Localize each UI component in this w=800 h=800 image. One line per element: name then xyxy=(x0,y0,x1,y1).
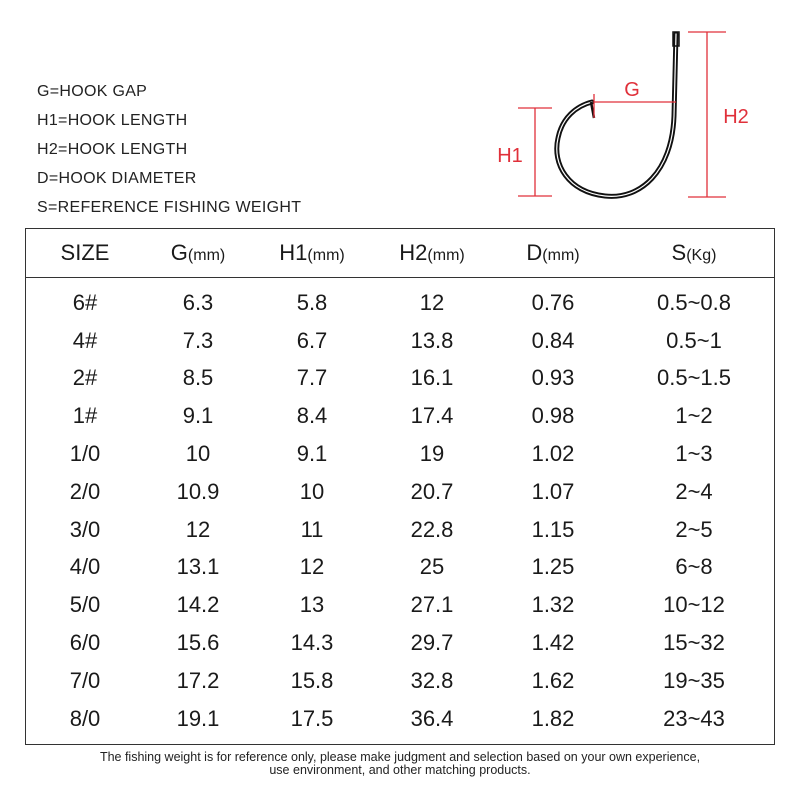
footnote-line-1: The fishing weight is for reference only, please make judgment and selection based on your own experience, xyxy=(99,750,701,764)
table-row xyxy=(26,360,774,398)
cell-d: 0.84 xyxy=(531,327,575,353)
table-row xyxy=(26,322,774,360)
cell-h1: 7.7 xyxy=(296,365,328,391)
cell-h1: 14.3 xyxy=(290,630,334,656)
cell-h2: 13.8 xyxy=(410,327,454,353)
cell-h2: 20.7 xyxy=(410,478,454,504)
header-size xyxy=(26,240,144,266)
cell-s: 19~35 xyxy=(663,667,725,693)
cell-size: 6/0 xyxy=(69,630,101,656)
header-g xyxy=(144,240,252,266)
cell-size: 8/0 xyxy=(69,705,101,731)
cell-s: 0.5~0.8 xyxy=(656,289,731,315)
table-row xyxy=(26,549,774,587)
table-row xyxy=(26,624,774,662)
cell-h2: 36.4 xyxy=(410,705,454,731)
dimension-h2 xyxy=(688,32,749,197)
cell-d: 1.07 xyxy=(531,478,575,504)
cell-size: 1/0 xyxy=(69,441,101,467)
disclaimer-footnote xyxy=(20,751,780,777)
table-body xyxy=(26,278,774,738)
cell-g: 13.1 xyxy=(176,554,220,580)
cell-s: 2~5 xyxy=(675,516,713,542)
header-h1 xyxy=(252,240,372,266)
table-row xyxy=(26,284,774,322)
cell-size: 2/0 xyxy=(69,478,101,504)
header-d xyxy=(492,240,614,266)
cell-d: 1.82 xyxy=(531,705,575,731)
header-h1-unit: (mm) xyxy=(307,247,345,264)
cell-s: 0.5~1.5 xyxy=(656,365,731,391)
cell-h1: 10 xyxy=(299,478,325,504)
header-g-label: G xyxy=(170,240,188,265)
legend-item-h1: H1=HOOK LENGTH xyxy=(37,112,188,129)
table-row xyxy=(26,700,774,738)
cell-s: 10~12 xyxy=(663,592,725,618)
table-row xyxy=(26,473,774,511)
cell-size: 3/0 xyxy=(69,516,101,542)
legend xyxy=(37,82,301,227)
cell-h1: 9.1 xyxy=(296,441,328,467)
cell-s: 2~4 xyxy=(675,478,713,504)
cell-g: 10.9 xyxy=(176,478,220,504)
header-h2-label: H2 xyxy=(399,240,428,265)
header-h1-label: H1 xyxy=(279,240,308,265)
header-d-unit: (mm) xyxy=(542,247,580,264)
cell-h1: 6.7 xyxy=(296,327,328,353)
cell-size: 5/0 xyxy=(69,592,101,618)
legend-item-s: S=REFERENCE FISHING WEIGHT xyxy=(37,199,302,216)
cell-h1: 15.8 xyxy=(290,667,334,693)
cell-d: 1.25 xyxy=(531,554,575,580)
header-d-label: D xyxy=(526,240,543,265)
cell-h1: 5.8 xyxy=(296,289,328,315)
dimension-g xyxy=(594,79,676,118)
cell-h1: 8.4 xyxy=(296,403,328,429)
cell-d: 1.02 xyxy=(531,441,575,467)
cell-d: 1.42 xyxy=(531,630,575,656)
header-h2-unit: (mm) xyxy=(427,247,465,264)
cell-h2: 22.8 xyxy=(410,516,454,542)
cell-g: 17.2 xyxy=(176,667,220,693)
cell-d: 0.93 xyxy=(531,365,575,391)
cell-g: 19.1 xyxy=(176,705,220,731)
cell-g: 7.3 xyxy=(182,327,214,353)
cell-h2: 12 xyxy=(419,289,445,315)
cell-h1: 11 xyxy=(300,516,324,542)
table-header xyxy=(26,229,774,278)
header-s xyxy=(614,240,774,266)
hook-diagram xyxy=(480,20,780,210)
legend-item-h2: H2=HOOK LENGTH xyxy=(37,141,188,158)
cell-g: 15.6 xyxy=(176,630,220,656)
table-row xyxy=(26,511,774,549)
cell-size: 1# xyxy=(72,403,98,429)
cell-h2: 27.1 xyxy=(410,592,454,618)
cell-d: 1.62 xyxy=(531,667,575,693)
cell-s: 6~8 xyxy=(675,554,713,580)
table-row xyxy=(26,397,774,435)
label-g: G xyxy=(624,79,640,101)
cell-h2: 17.4 xyxy=(410,403,454,429)
cell-g: 6.3 xyxy=(182,289,214,315)
cell-g: 14.2 xyxy=(176,592,220,618)
header-h2 xyxy=(372,240,492,266)
table-row xyxy=(26,435,774,473)
legend-item-g: G=HOOK GAP xyxy=(37,83,148,100)
cell-h1: 13 xyxy=(299,592,325,618)
table-row xyxy=(26,586,774,624)
header-size-label: SIZE xyxy=(60,240,110,265)
cell-h1: 17.5 xyxy=(290,705,334,731)
cell-h2: 25 xyxy=(419,554,445,580)
dimension-h1 xyxy=(497,108,552,196)
hook-icon xyxy=(557,32,679,196)
cell-s: 15~32 xyxy=(663,630,725,656)
cell-d: 1.15 xyxy=(531,516,575,542)
cell-g: 8.5 xyxy=(182,365,214,391)
cell-s: 23~43 xyxy=(663,705,725,731)
legend-item-d: D=HOOK DIAMETER xyxy=(37,170,197,187)
header-g-unit: (mm) xyxy=(187,247,226,264)
cell-g: 9.1 xyxy=(182,403,214,429)
header-s-label: S xyxy=(671,240,687,265)
cell-h2: 16.1 xyxy=(410,365,454,391)
label-h1: H1 xyxy=(497,145,523,167)
cell-s: 0.5~1 xyxy=(666,327,722,353)
cell-size: 6# xyxy=(72,289,98,315)
cell-h2: 32.8 xyxy=(410,667,454,693)
cell-size: 4# xyxy=(72,327,98,353)
cell-d: 1.32 xyxy=(531,592,575,618)
cell-d: 0.76 xyxy=(531,289,575,315)
cell-s: 1~3 xyxy=(675,441,713,467)
cell-size: 7/0 xyxy=(69,667,101,693)
cell-h2: 29.7 xyxy=(410,630,454,656)
cell-g: 10 xyxy=(185,441,211,467)
cell-h1: 12 xyxy=(299,554,325,580)
cell-h2: 19 xyxy=(419,441,445,467)
cell-size: 4/0 xyxy=(69,554,101,580)
cell-s: 1~2 xyxy=(675,403,713,429)
cell-d: 0.98 xyxy=(531,403,575,429)
cell-size: 2# xyxy=(72,365,98,391)
cell-g: 12 xyxy=(185,516,211,542)
label-h2: H2 xyxy=(723,106,749,128)
footnote-line-2: use environment, and other matching products. xyxy=(269,763,531,777)
hook-size-table xyxy=(25,228,775,745)
table-row xyxy=(26,662,774,700)
header-s-unit: (Kg) xyxy=(686,247,717,264)
